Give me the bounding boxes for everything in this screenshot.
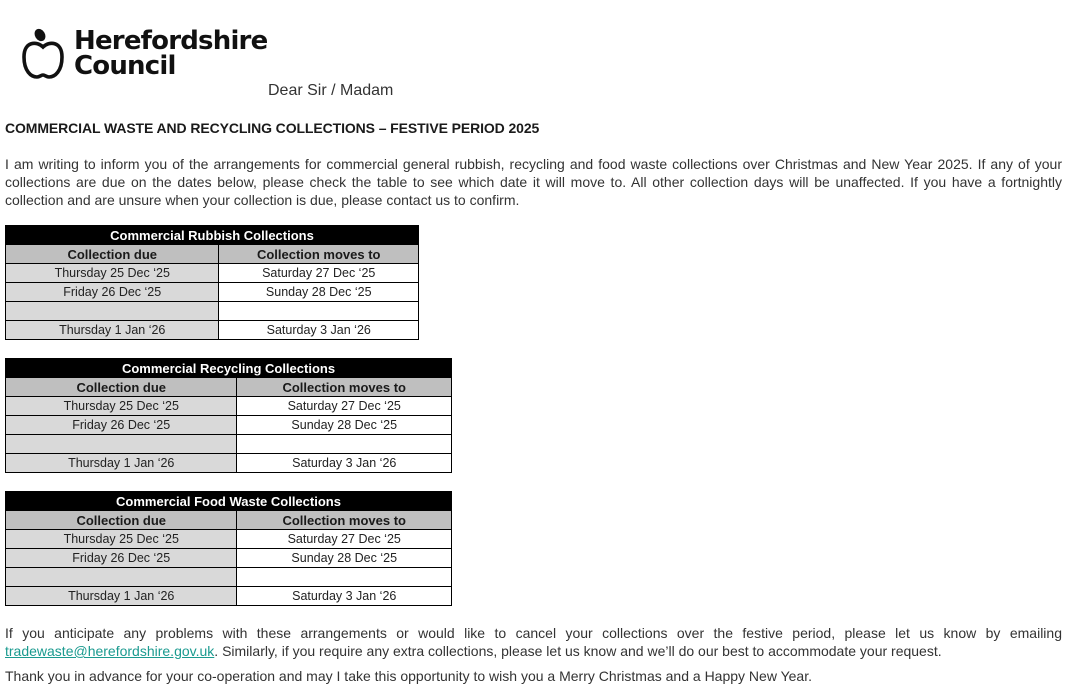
- collection-moves-cell: Saturday 3 Jan ‘26: [237, 454, 452, 473]
- collection-due-cell: [6, 302, 219, 321]
- closing-text-before-link: If you anticipate any problems with these arrangements or would like to cancel your collections over the festive period, please let us know by emailing: [5, 625, 1062, 641]
- tradewaste-email-link[interactable]: tradewaste@herefordshire.gov.uk: [5, 643, 215, 659]
- collection-moves-cell: Saturday 27 Dec ‘25: [219, 264, 419, 283]
- table-row: [6, 416, 452, 435]
- table-row: [6, 397, 452, 416]
- table-title: Commercial Recycling Collections: [6, 359, 452, 378]
- recycling-collections-table: [5, 358, 452, 473]
- table-title: Commercial Rubbish Collections: [6, 226, 419, 245]
- page-title: COMMERCIAL WASTE AND RECYCLING COLLECTIONS – FESTIVE PERIOD 2025: [5, 120, 540, 136]
- table-row: [6, 435, 452, 454]
- salutation: Dear Sir / Madam: [268, 82, 394, 99]
- column-header: Collection due: [6, 511, 237, 530]
- collection-moves-cell: [219, 302, 419, 321]
- rubbish-collections-table: [5, 225, 419, 340]
- collection-due-cell: Thursday 25 Dec ‘25: [6, 264, 219, 283]
- collection-due-cell: Friday 26 Dec ‘25: [6, 416, 237, 435]
- council-name: [74, 26, 268, 81]
- thanks-paragraph: Thank you in advance for your co-operation and may I take this opportunity to wish you a Merry Christmas and a Happy New Year.: [5, 668, 812, 684]
- column-header: Collection moves to: [219, 245, 419, 264]
- collection-moves-cell: Saturday 3 Jan ‘26: [219, 321, 419, 340]
- collection-due-cell: Friday 26 Dec ‘25: [6, 283, 219, 302]
- collection-due-cell: Thursday 1 Jan ‘26: [6, 454, 237, 473]
- column-header: Collection moves to: [237, 378, 452, 397]
- collection-moves-cell: Saturday 27 Dec ‘25: [237, 530, 452, 549]
- collection-due-cell: Thursday 25 Dec ‘25: [6, 530, 237, 549]
- collection-due-cell: Thursday 1 Jan ‘26: [6, 321, 219, 340]
- apple-icon: [20, 27, 66, 81]
- closing-paragraph: [5, 624, 1062, 660]
- collection-moves-cell: [237, 568, 452, 587]
- collection-due-cell: Thursday 25 Dec ‘25: [6, 397, 237, 416]
- collection-moves-cell: [237, 435, 452, 454]
- collection-due-cell: [6, 568, 237, 587]
- table-row: [6, 530, 452, 549]
- table-row: [6, 302, 419, 321]
- table-row: [6, 587, 452, 606]
- table-row: [6, 549, 452, 568]
- column-header: Collection moves to: [237, 511, 452, 530]
- table-row: [6, 454, 452, 473]
- closing-text-after-link: . Similarly, if you require any extra collections, please let us know and we’ll do our best to accommodate your request.: [214, 643, 942, 659]
- collection-moves-cell: Saturday 27 Dec ‘25: [237, 397, 452, 416]
- collection-moves-cell: Saturday 3 Jan ‘26: [237, 587, 452, 606]
- collection-moves-cell: Sunday 28 Dec ‘25: [237, 416, 452, 435]
- intro-paragraph: I am writing to inform you of the arrangements for commercial general rubbish, recycling and food waste collections over Christmas and New Year 2025. If any of your collections are due on the dates below, please check the table to see which date it will move to. All other collection days will be unaffected. If you have a fortnightly collection and are unsure when your collection is due, please contact us to confirm.: [5, 156, 1062, 208]
- table-row: [6, 264, 419, 283]
- collection-moves-cell: Sunday 28 Dec ‘25: [237, 549, 452, 568]
- collection-due-cell: Friday 26 Dec ‘25: [6, 549, 237, 568]
- food-waste-collections-table: [5, 491, 452, 606]
- collection-moves-cell: Sunday 28 Dec ‘25: [219, 283, 419, 302]
- table-row: [6, 321, 419, 340]
- table-row: [6, 568, 452, 587]
- logo-line-1: Herefordshire: [74, 26, 268, 56]
- column-header: Collection due: [6, 378, 237, 397]
- logo-line-2: Council: [74, 51, 176, 81]
- council-logo: [20, 26, 267, 82]
- collection-due-cell: [6, 435, 237, 454]
- column-header: Collection due: [6, 245, 219, 264]
- collection-due-cell: Thursday 1 Jan ‘26: [6, 587, 237, 606]
- table-row: [6, 283, 419, 302]
- table-title: Commercial Food Waste Collections: [6, 492, 452, 511]
